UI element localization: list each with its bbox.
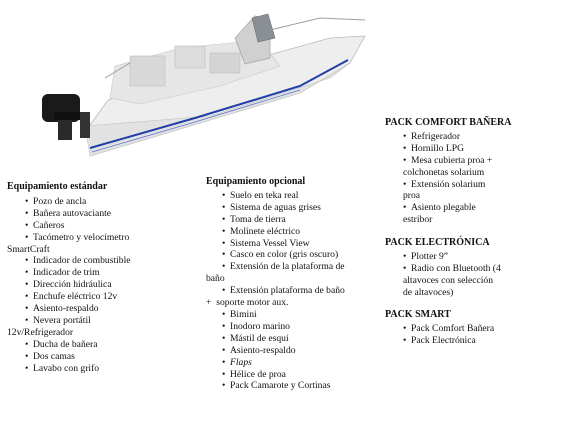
list-item: • Suelo en teka real <box>222 189 299 201</box>
list-item: • Flaps <box>222 356 252 368</box>
optional-equipment-section <box>206 176 376 392</box>
list-item: • Refrigerador <box>403 130 461 142</box>
list-item: • Toma de tierra <box>222 213 286 225</box>
list-item: • Extensión plataforma de baño + soporte motor aux. <box>206 285 345 309</box>
pack-electronic-section <box>385 237 575 299</box>
list-item: • Pozo de ancla <box>25 195 87 207</box>
list-item: • Inodoro marino <box>222 320 290 332</box>
optional-equipment-heading: Equipamiento opcional <box>206 176 306 187</box>
list-item: • Mesa cubierta proa + colchonetas solarium <box>403 154 493 178</box>
standard-equipment-heading: Equipamiento estándar <box>7 181 108 192</box>
list-item: • Dos camas <box>25 350 75 362</box>
list-item: • Pack Electrónica <box>403 334 476 346</box>
list-item: • Pack Camarote y Cortinas <box>222 380 331 392</box>
pack-comfort-list <box>385 131 575 226</box>
list-item: • Nevera portátil 12v/Refrigerador <box>7 314 91 338</box>
list-item: • Hélice de proa <box>222 368 286 380</box>
list-item: • Indicador de trim <box>25 267 100 279</box>
list-item: • Enchufe eléctrico 12v <box>25 291 118 303</box>
list-item: • Asiento plegable estribor <box>403 202 476 226</box>
list-item: • Pack Comfort Bañera <box>403 322 495 334</box>
list-item: • Cañeros <box>25 219 65 231</box>
optional-equipment-list <box>206 190 376 392</box>
list-item: • Indicador de combustible <box>25 255 131 267</box>
list-item: • Extensión solarium proa <box>403 178 486 202</box>
pack-smart-heading: PACK SMART <box>385 309 451 320</box>
list-item: • Bañera autovaciante <box>25 207 112 219</box>
pack-comfort-section <box>385 117 575 226</box>
list-item: • Sistema Vessel View <box>222 237 310 249</box>
list-item: • Radio con Bluetooth (4 altavoces con selección de altavoces) <box>403 262 501 298</box>
list-item: • Molinete eléctrico <box>222 225 301 237</box>
pack-smart-list <box>385 323 575 347</box>
list-item: • Plotter 9” <box>403 250 449 262</box>
standard-equipment-list <box>7 196 182 375</box>
boat-illustration <box>30 8 375 163</box>
list-item: • Hornillo LPG <box>403 142 465 154</box>
list-item: • Mástil de esquí <box>222 332 289 344</box>
pack-comfort-heading: PACK COMFORT BAÑERA <box>385 117 512 128</box>
standard-equipment-section <box>7 181 182 375</box>
pack-electronic-list <box>385 251 575 299</box>
list-item: • Tacómetro y velocímetro SmartCraft <box>7 231 130 255</box>
list-item: • Ducha de bañera <box>25 338 98 350</box>
list-item: • Extensión de la plataforma de baño <box>206 261 345 285</box>
list-item: • Bimini <box>222 308 257 320</box>
pack-smart-section <box>385 309 575 347</box>
list-item: • Asiento-respaldo <box>25 303 99 315</box>
pack-electronic-heading: PACK ELECTRÓNICA <box>385 237 490 248</box>
list-item: • Dirección hidráulica <box>25 279 112 291</box>
list-item: • Casco en color (gris oscuro) <box>222 249 339 261</box>
list-item: • Lavabo con grifo <box>25 362 100 374</box>
list-item: • Asiento-respaldo <box>222 344 296 356</box>
list-item: • Sistema de aguas grises <box>222 201 321 213</box>
